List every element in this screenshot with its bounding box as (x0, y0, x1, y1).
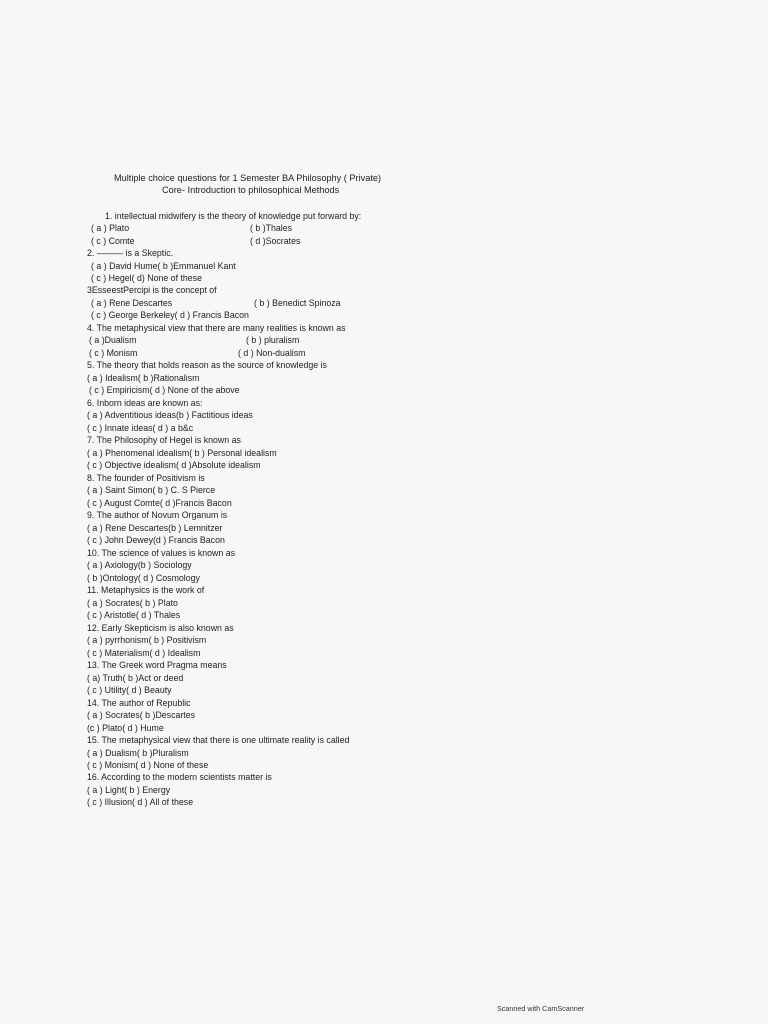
q5-options-ab: ( a ) Idealism( b )Rationalism (87, 373, 200, 383)
scanner-watermark: Scanned with CamScanner (497, 1004, 585, 1013)
question-9: 9. The author of Novum Organum is (87, 510, 228, 520)
q14-options-ab: ( a ) Socrates( b )Descartes (87, 710, 196, 720)
q1-option-d: ( d )Socrates (250, 236, 301, 246)
q16-options-cd: ( c ) Illusion( d ) All of these (87, 797, 194, 807)
q15-options-ab: ( a ) Dualism( b )Pluralism (87, 748, 189, 758)
question-6: 6. Inborn ideas are known as: (87, 398, 203, 408)
q13-options-cd: ( c ) Utility( d ) Beauty (87, 685, 172, 695)
q6-options-cd: ( c ) Innate ideas( d ) a b&c (87, 423, 194, 433)
q6-options-ab: ( a ) Adventitious ideas(b ) Factitious ideas (87, 410, 253, 420)
q9-options-cd: ( c ) John Dewey(d ) Francis Bacon (87, 535, 225, 545)
question-8: 8. The founder of Positivism is (87, 473, 205, 483)
header-title: Multiple choice questions for 1 Semester BA Philosophy ( Private) (114, 173, 382, 183)
question-10: 10. The science of values is known as (87, 548, 236, 558)
question-14: 14. The author of Republic (87, 698, 191, 708)
header-subtitle: Core- Introduction to philosophical Methods (162, 185, 340, 195)
question-2: 2. ——— is a Skeptic. (87, 248, 174, 258)
question-13: 13. The Greek word Pragma means (87, 660, 227, 670)
q7-options-cd: ( c ) Objective idealism( d )Absolute idealism (87, 460, 261, 470)
question-11: 11. Metaphysics is the work of (87, 585, 205, 595)
question-7: 7. The Philosophy of Hegel is known as (87, 435, 241, 445)
q12-options-cd: ( c ) Materialism( d ) Idealism (87, 648, 201, 658)
question-1: 1. intellectual midwifery is the theory of knowledge put forward by: (105, 211, 362, 221)
q16-options-ab: ( a ) Light( b ) Energy (87, 785, 171, 795)
q11-options-cd: ( c ) Aristotle( d ) Thales (87, 610, 181, 620)
q2-options-ab: ( a ) David Hume( b )Emmanuel Kant (91, 261, 236, 271)
question-12: 12. Early Skepticism is also known as (87, 623, 234, 633)
q7-options-ab: ( a ) Phenomenal idealism( b ) Personal idealism (87, 448, 277, 458)
q8-options-cd: ( c ) August Comte( d )Francis Bacon (87, 498, 232, 508)
q15-options-cd: ( c ) Monism( d ) None of these (87, 760, 209, 770)
q2-options-cd: ( c ) Hegel( d) None of these (91, 273, 202, 283)
q11-options-ab: ( a ) Socrates( b ) Plato (87, 598, 178, 608)
q4-option-c: ( c ) Monism (89, 348, 138, 358)
q9-options-ab: ( a ) Rene Descartes(b ) Lemnitzer (87, 523, 223, 533)
q10-options-cd: ( b )Ontology( d ) Cosmology (87, 573, 200, 583)
q4-option-d: ( d ) Non-dualism (238, 348, 306, 358)
q8-options-ab: ( a ) Saint Simon( b ) C. S Pierce (87, 485, 216, 495)
q3-option-a: ( a ) Rene Descartes (91, 298, 173, 308)
q10-options-ab: ( a ) Axiology(b ) Sociology (87, 560, 192, 570)
q14-options-cd: (c ) Plato( d ) Hume (87, 723, 164, 733)
q3-option-b: ( b ) Benedict Spinoza (254, 298, 341, 308)
q13-options-ab: ( a) Truth( b )Act or deed (87, 673, 184, 683)
question-4: 4. The metaphysical view that there are many realities is known as (87, 323, 346, 333)
q4-option-a: ( a )Dualism (89, 335, 137, 345)
q3-options-cd: ( c ) George Berkeley( d ) Francis Bacon (91, 310, 249, 320)
q1-option-a: ( a ) Plato (91, 223, 130, 233)
question-5: 5. The theory that holds reason as the source of knowledge is (87, 360, 327, 370)
q4-option-b: ( b ) pluralism (246, 335, 300, 345)
q1-option-c: ( c ) Comte (91, 236, 135, 246)
question-3: 3EsseestPercipi is the concept of (87, 285, 217, 295)
question-16: 16. According to the modern scientists matter is (87, 772, 272, 782)
q1-option-b: ( b )Thales (250, 223, 293, 233)
q5-options-cd: ( c ) Empiricism( d ) None of the above (89, 385, 240, 395)
question-15: 15. The metaphysical view that there is one ultimate reality is called (87, 735, 350, 745)
q12-options-ab: ( a ) pyrrhonism( b ) Positivism (87, 635, 207, 645)
